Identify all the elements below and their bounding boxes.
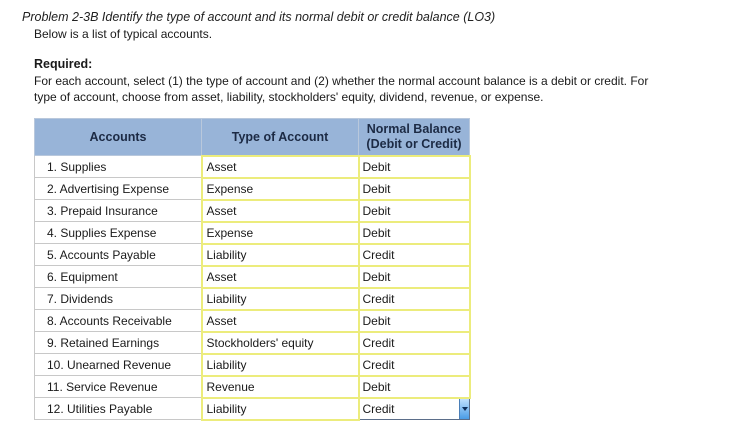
account-name: 1. Supplies [35,156,202,178]
account-name: 5. Accounts Payable [35,244,202,266]
header-balance-line1: Normal Balance [366,121,462,136]
dropdown-button[interactable] [459,399,469,420]
table-row [35,178,470,200]
normal-balance-field[interactable]: Credit [359,354,470,376]
account-type-field[interactable]: Asset [202,156,359,178]
table-row [35,398,470,420]
chevron-down-icon [462,407,468,411]
table-row [35,200,470,222]
account-name: 10. Unearned Revenue [35,354,202,376]
problem-title: Problem 2-3B Identify the type of account and its normal debit or credit balance (LO3) [22,10,496,24]
account-type-field[interactable]: Asset [202,310,359,332]
required-text: For each account, select (1) the type of account and (2) whether the normal account balance is a debit or credit. For type of account, choose from asset, liability, stockholders' equity, dividend, revenue, or expense. [34,74,649,104]
normal-balance-field[interactable]: Debit [359,310,470,332]
account-name: 4. Supplies Expense [35,222,202,244]
account-type-field[interactable]: Stockholders' equity [202,332,359,354]
account-name: 9. Retained Earnings [35,332,202,354]
account-name: 11. Service Revenue [35,376,202,398]
normal-balance-value: Credit [362,401,395,416]
table-row [35,244,470,266]
header-accounts: Accounts [35,119,202,156]
account-name: 8. Accounts Receivable [35,310,202,332]
accounts-table [34,118,471,421]
table-header-row [35,119,470,156]
required-heading: Required: [34,57,93,71]
table-row [35,310,470,332]
normal-balance-field[interactable]: Credit [359,332,470,354]
account-type-field[interactable]: Expense [202,222,359,244]
account-type-field[interactable]: Expense [202,178,359,200]
table-row [35,332,470,354]
account-name: 2. Advertising Expense [35,178,202,200]
problem-intro: Below is a list of typical accounts. [34,27,213,41]
account-type-field[interactable]: Asset [202,266,359,288]
normal-balance-field[interactable]: Credit [359,244,470,266]
normal-balance-field[interactable]: Debit [359,156,470,178]
header-normal-balance [359,119,470,156]
account-name: 7. Dividends [35,288,202,310]
account-name: 3. Prepaid Insurance [35,200,202,222]
normal-balance-select[interactable] [359,398,470,420]
normal-balance-field[interactable]: Debit [359,266,470,288]
account-type-field[interactable]: Liability [202,244,359,266]
account-type-field[interactable]: Revenue [202,376,359,398]
table-row [35,156,470,178]
normal-balance-field[interactable]: Debit [359,222,470,244]
account-type-field[interactable]: Liability [202,288,359,310]
table-row [35,354,470,376]
table-row [35,288,470,310]
header-balance-line2: (Debit or Credit) [366,136,462,151]
table-row [35,266,470,288]
normal-balance-field[interactable]: Debit [359,200,470,222]
account-type-field[interactable]: Liability [202,354,359,376]
normal-balance-field[interactable]: Credit [359,288,470,310]
table-row [35,376,470,398]
normal-balance-field[interactable]: Debit [359,178,470,200]
header-type-of-account: Type of Account [202,119,359,156]
account-type-field[interactable]: Liability [202,398,359,420]
account-name: 6. Equipment [35,266,202,288]
account-name: 12. Utilities Payable [35,398,202,420]
account-type-field[interactable]: Asset [202,200,359,222]
table-row [35,222,470,244]
normal-balance-field[interactable]: Debit [359,376,470,398]
